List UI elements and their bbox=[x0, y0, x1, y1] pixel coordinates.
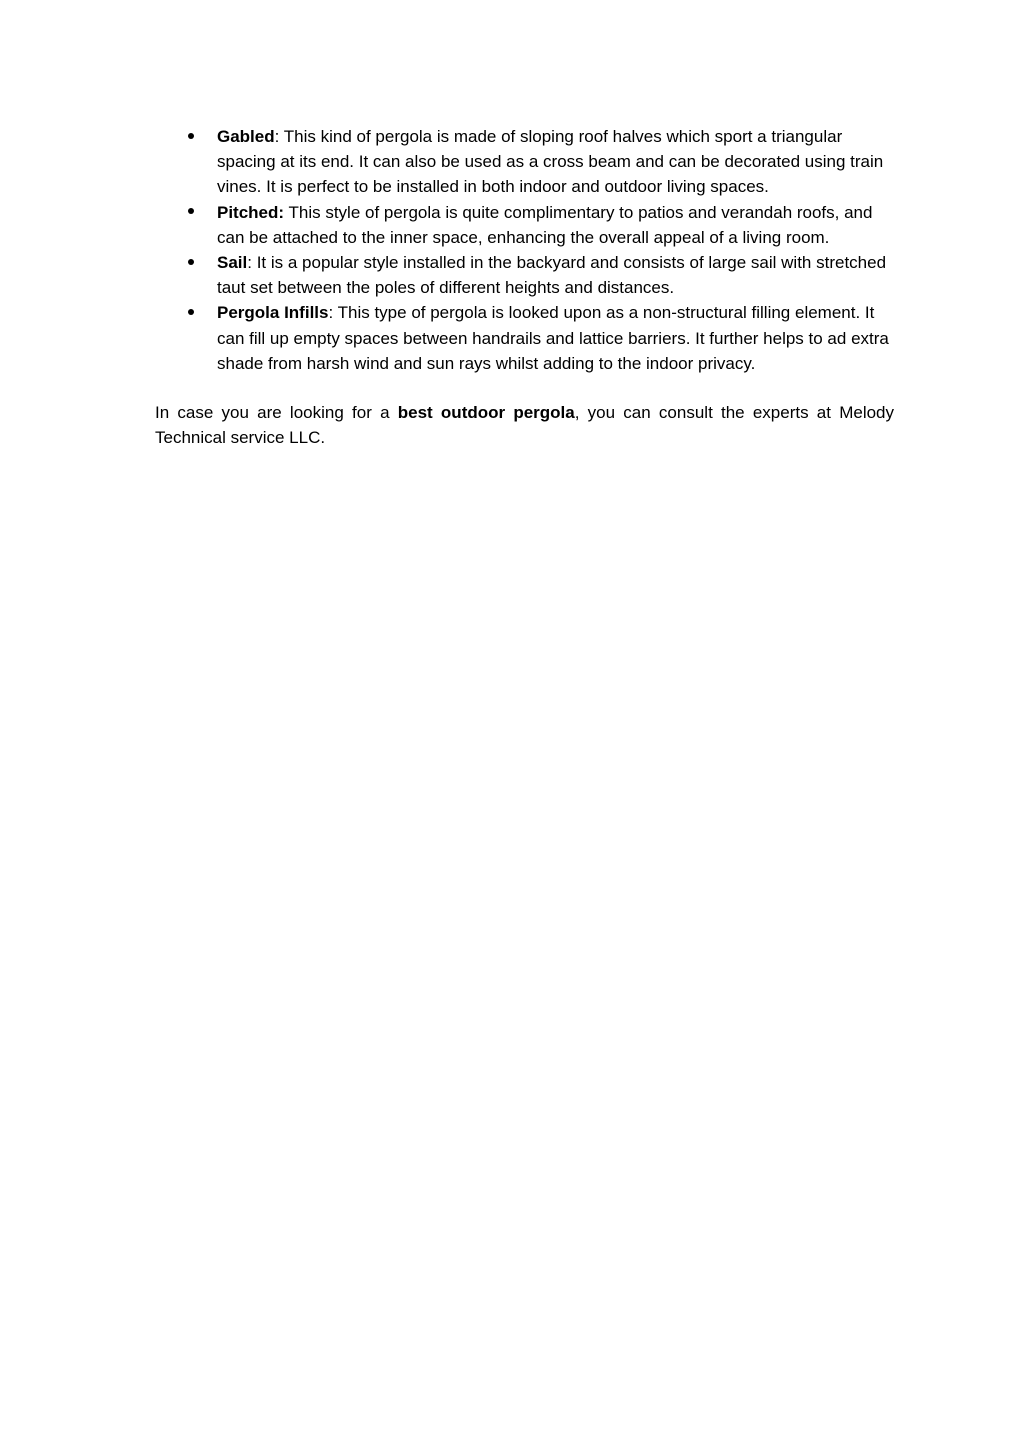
list-item-body bbox=[217, 124, 894, 200]
list-item-text: This kind of pergola is made of sloping roof halves which sport a triangular spacing at its end. It can also be used as a cross beam and can be decorated using train vines. It is perfect to be installed in both indoor and outdoor living spaces. bbox=[217, 127, 884, 197]
list-item-body bbox=[217, 200, 894, 250]
list-item-term: Sail bbox=[217, 253, 248, 273]
list-item-sail bbox=[155, 250, 894, 300]
list-item-body bbox=[217, 250, 894, 300]
list-item-text: It is a popular style installed in the backyard and consists of large sail with stretched taut set between the poles of different heights and distances. bbox=[217, 253, 887, 298]
closing-text-after: , you can consult the experts at Melody Technical service LLC. bbox=[155, 403, 895, 448]
list-item-gabled bbox=[155, 124, 894, 200]
closing-paragraph bbox=[155, 400, 894, 450]
bullet-icon bbox=[186, 200, 196, 225]
bullet-icon bbox=[186, 300, 196, 325]
bullet-icon bbox=[186, 124, 196, 149]
list-item-term: Pergola Infills bbox=[217, 303, 329, 323]
list-item-body bbox=[217, 300, 894, 376]
list-item-pergola-infills bbox=[155, 300, 894, 376]
list-item-text: This style of pergola is quite complimentary to patios and verandah roofs, and can be attached to the inner space, enhancing the overall appeal of a living room. bbox=[217, 202, 873, 247]
closing-keyword: best outdoor pergola bbox=[397, 403, 575, 423]
list-item-term: Pitched: bbox=[217, 202, 285, 222]
pergola-types-list bbox=[155, 124, 894, 376]
document-page bbox=[155, 124, 894, 450]
closing-text-before: In case you are looking for a bbox=[155, 403, 398, 423]
list-item-separator: : bbox=[274, 127, 284, 146]
bullet-icon bbox=[186, 250, 196, 275]
list-item-text: This type of pergola is looked upon as a non-structural filling element. It can fill up empty spaces between handrails and lattice barriers. It further helps to ad extra shade from harsh wind and sun rays whilst adding to the indoor privacy. bbox=[217, 303, 889, 373]
list-item-separator: : bbox=[247, 253, 257, 273]
list-item-separator: : bbox=[328, 303, 338, 323]
list-item-pitched bbox=[155, 200, 894, 250]
list-item-term: Gabled bbox=[217, 127, 275, 146]
